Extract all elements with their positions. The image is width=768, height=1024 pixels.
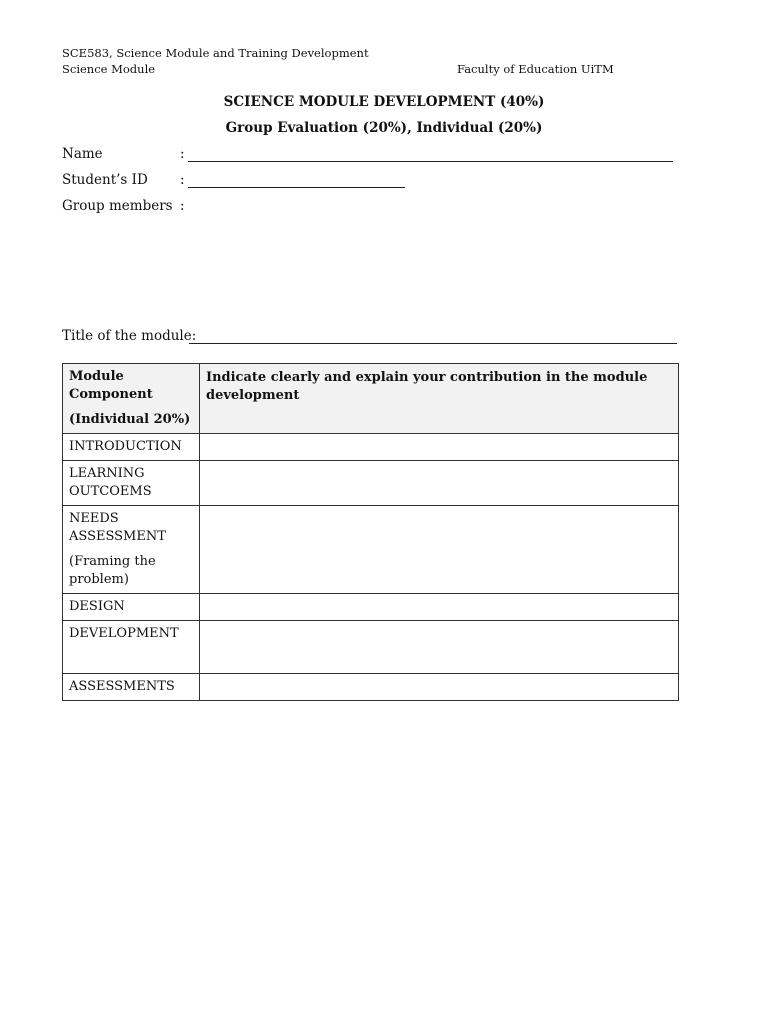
contribution-cell[interactable] — [200, 594, 679, 621]
header-contribution: Indicate clearly and explain your contribution in the module development — [200, 364, 679, 434]
name-colon: : — [180, 146, 185, 162]
document-title: SCIENCE MODULE DEVELOPMENT (40%) — [223, 94, 545, 110]
name-label: Name — [62, 146, 103, 162]
table-row — [63, 621, 679, 674]
contribution-cell[interactable] — [200, 674, 679, 701]
module-header: Science Module — [62, 62, 156, 76]
component-cell: ASSESSMENTS — [63, 674, 200, 701]
component-cell: DEVELOPMENT — [63, 621, 200, 674]
contribution-cell[interactable] — [200, 434, 679, 461]
document-subtitle: Group Evaluation (20%), Individual (20%) — [225, 120, 543, 136]
module-title-label: Title of the module: — [62, 328, 197, 344]
header-module-component-label: Module Component — [69, 369, 153, 402]
component-cell: INTRODUCTION — [63, 434, 200, 461]
header-module-component — [63, 364, 200, 434]
table-row — [63, 506, 679, 594]
student-id-label: Student’s ID — [62, 172, 148, 188]
name-blank-line[interactable] — [188, 161, 673, 162]
component-cell — [63, 506, 200, 594]
table-row — [63, 461, 679, 506]
student-id-colon: : — [180, 172, 185, 188]
group-members-label: Group members — [62, 198, 173, 214]
table-row — [63, 434, 679, 461]
module-title-blank-line[interactable] — [189, 343, 677, 344]
contribution-table — [62, 363, 679, 701]
faculty-header: Faculty of Education UiTM — [457, 62, 614, 76]
table-row — [63, 594, 679, 621]
header-individual-weight: (Individual 20%) — [69, 412, 191, 427]
table-row — [63, 674, 679, 701]
course-header: SCE583, Science Module and Training Development — [62, 46, 369, 60]
component-cell: DESIGN — [63, 594, 200, 621]
contribution-cell[interactable] — [200, 621, 679, 674]
component-cell: LEARNING OUTCOEMS — [63, 461, 200, 506]
component-label: NEEDS ASSESSMENT — [69, 511, 166, 544]
group-members-colon: : — [180, 198, 185, 214]
component-note: (Framing the problem) — [69, 554, 156, 587]
contribution-cell[interactable] — [200, 461, 679, 506]
contribution-cell[interactable] — [200, 506, 679, 594]
student-id-blank-line[interactable] — [188, 187, 405, 188]
table-header-row — [63, 364, 679, 434]
